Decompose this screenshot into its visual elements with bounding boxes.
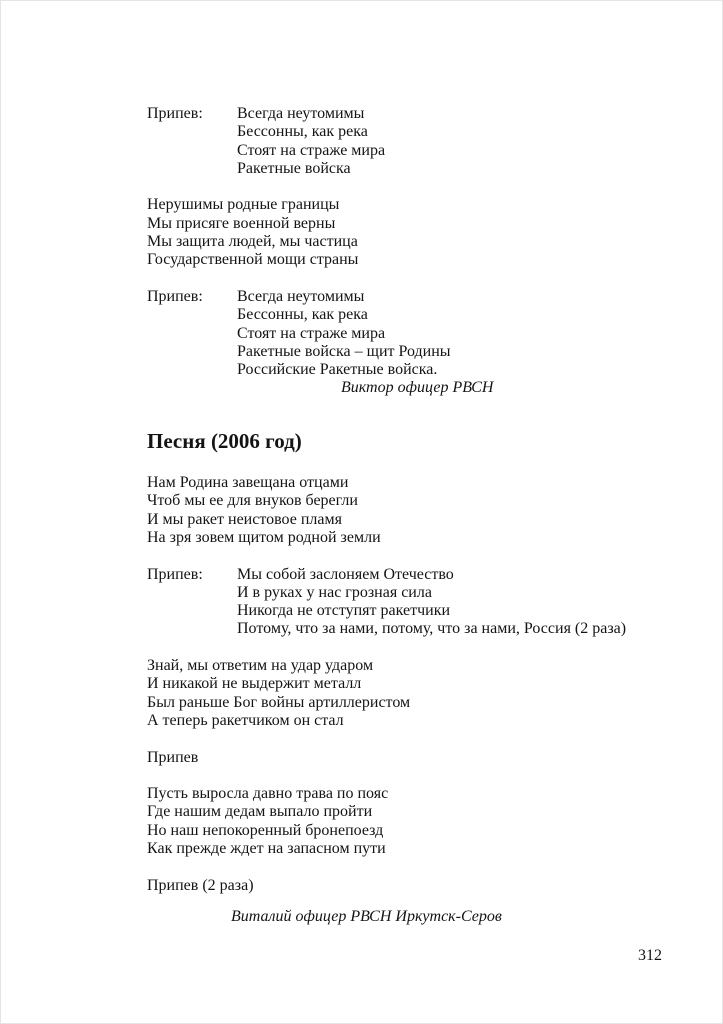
lyric-line: Государственной мощи страны <box>147 251 359 269</box>
refrain-lines <box>237 105 385 178</box>
song-title: Песня (2006 год) <box>147 429 302 454</box>
lyric-line: Чтоб мы ее для внуков берегли <box>147 492 358 510</box>
verse-block-3 <box>147 657 410 730</box>
verse-block-1 <box>147 196 358 269</box>
verse-block-2 <box>147 474 381 547</box>
lyric-line: Мы присяге военной верны <box>147 214 336 232</box>
refrain-lines <box>237 566 626 639</box>
lyric-line: Бессонны, как река <box>237 123 368 141</box>
lyric-line: Мы защита людей, мы частица <box>147 233 358 251</box>
refrain-label: Припев: <box>147 565 203 583</box>
refrain-lines <box>237 288 493 379</box>
lyric-line: Ракетные войска <box>237 159 351 177</box>
refrain-reference-1 <box>147 749 198 767</box>
lyric-line: Нам Родина завещана отцами <box>147 474 349 492</box>
page-content <box>147 105 692 926</box>
lyric-line: А теперь ракетчиком он стал <box>147 711 344 729</box>
refrain-column <box>237 288 493 398</box>
lyric-line: Бессонны, как река <box>237 306 368 324</box>
verse-block-4 <box>147 785 388 858</box>
refrain-reference-text: Припев <box>147 748 199 766</box>
refrain-block-2 <box>147 288 493 398</box>
lyric-line: И никакой не выдержит металл <box>147 675 362 693</box>
lyric-line: Знай, мы ответим на удар ударом <box>147 657 374 675</box>
lyric-line: Как прежде ждет на запасном пути <box>147 839 386 857</box>
lyric-line: Никогда не отступят ракетчики <box>237 602 451 620</box>
refrain-reference-2 <box>147 877 254 895</box>
refrain-block-1 <box>147 105 385 178</box>
lyric-line: Был раньше Бог войны артиллеристом <box>147 693 411 711</box>
lyric-line: На зря зовем щитом родной земли <box>147 528 381 546</box>
lyric-line: Всегда неутомимы <box>237 105 365 122</box>
lyric-line: Но наш непокоренный бронепоезд <box>147 821 384 839</box>
page-number: 312 <box>638 947 662 964</box>
lyric-line: Потому, что за нами, потому, что за нами, Россия (2 раза) <box>237 620 627 638</box>
lyric-line: Всегда неутомимы <box>237 287 365 305</box>
lyric-line: Российские Ракетные войска. <box>237 361 438 379</box>
refrain-block-3 <box>147 566 626 639</box>
lyric-line: И в руках у нас грозная сила <box>237 583 432 601</box>
lyric-line: И мы ракет неистовое пламя <box>147 510 342 528</box>
lyric-line: Мы собой заслоняем Отечество <box>237 565 454 583</box>
lyric-line: Стоят на страже мира <box>237 141 386 159</box>
refrain-label: Припев: <box>147 105 203 122</box>
lyric-line: Ракетные войска – щит Родины <box>237 342 451 360</box>
lyric-line: Стоят на страже мира <box>237 324 386 342</box>
author-attribution: Виктор офицер РВСН <box>341 379 494 397</box>
refrain-reference-text: Припев (2 раза) <box>147 876 254 894</box>
lyric-line: Пусть выросла давно трава по пояс <box>147 785 389 803</box>
lyric-line: Нерушимы родные границы <box>147 196 340 214</box>
author-attribution: Виталий офицер РВСН Иркутск-Серов <box>231 907 502 925</box>
lyric-line: Где нашим дедам выпало пройти <box>147 803 373 821</box>
refrain-label: Припев: <box>147 287 203 305</box>
